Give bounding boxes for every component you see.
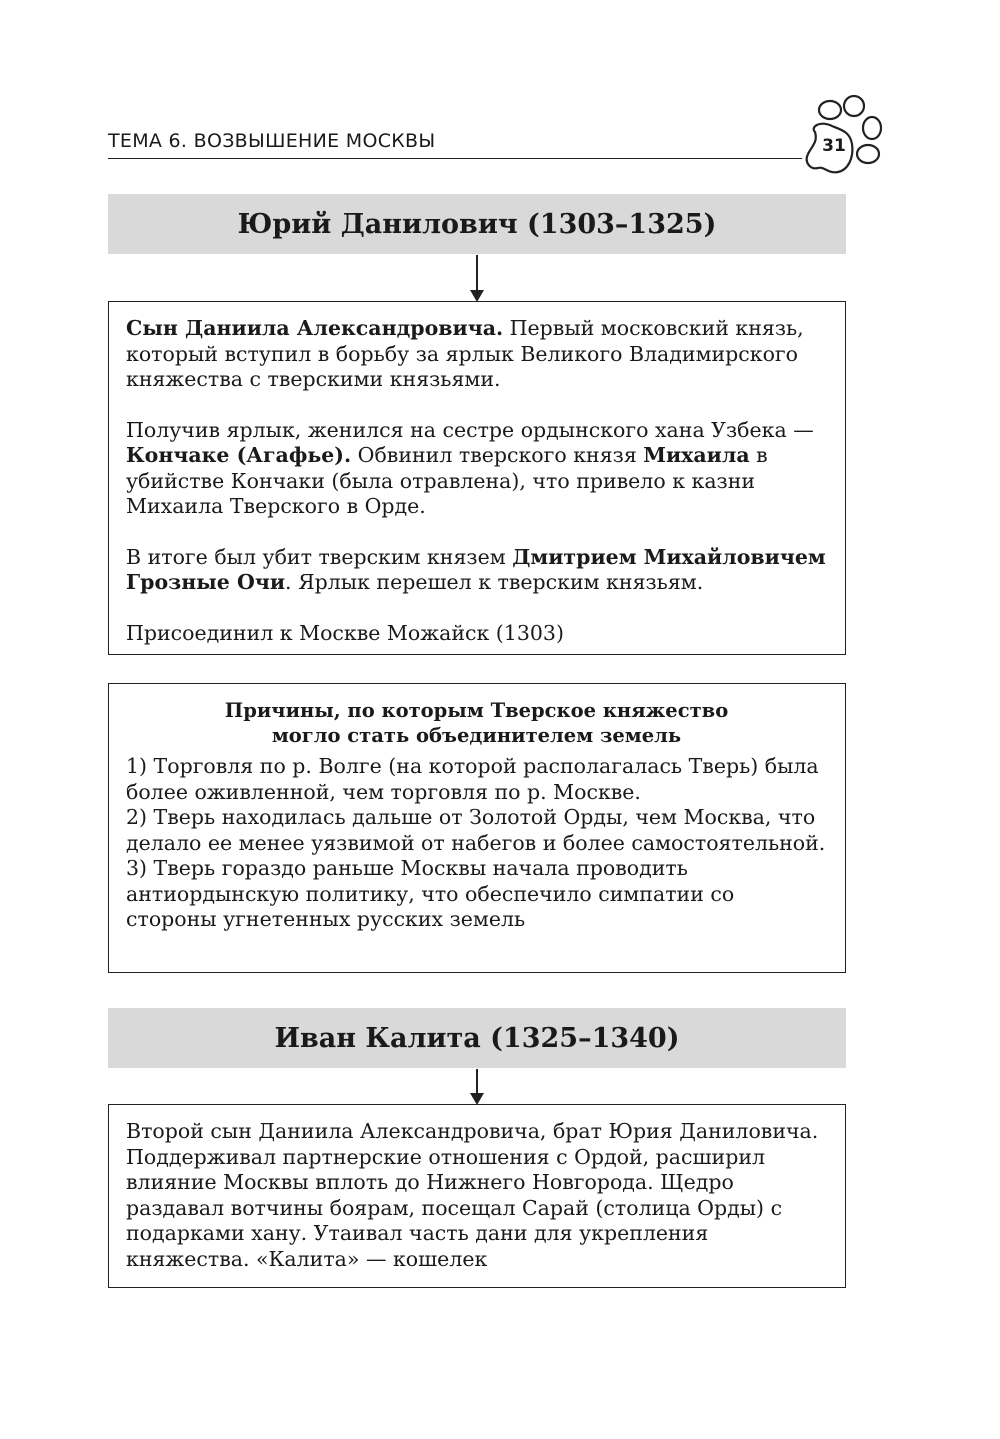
paragraph [126, 545, 827, 596]
yuri-title-banner: Юрий Данилович (1303–1325) [108, 194, 846, 254]
bold-text: Кончаке (Агафье). [126, 443, 352, 467]
running-header: ТЕМА 6. ВОЗВЫШЕНИЕ МОСКВЫ [108, 130, 436, 152]
paragraph [126, 418, 827, 520]
title-line: могло стать объединителем земель [271, 724, 682, 747]
arrow-down-icon [476, 255, 478, 300]
reasons-box [108, 683, 846, 973]
text: Первый московский князь, который вступил в борьбу за ярлык Великого Владимирского княжества с тверскими князьями. [126, 316, 804, 391]
bold-text: Сын Даниила Александровича. [126, 316, 504, 340]
paragraph: Присоединил к Москве Можайск (1303) [126, 620, 564, 645]
paragraph: Второй сын Даниила Александровича, брат Юрия Даниловича. Поддерживал партнерские отношения с Ордой, расширил влияние Москвы вплоть до Нижнего Новгорода. Щедро раздавал вотчины боярам, посещал Сарай (столица Орды) с подарками хану. Утаивал часть дани для укрепления княжества. «Калита» — кошелек [126, 1119, 819, 1271]
ivan-info-box [108, 1104, 846, 1288]
text: . Ярлык перешел к тверским князьям. [285, 570, 704, 594]
reason-item: 3) Тверь гораздо раньше Москвы начала проводить антиордынскую политику, что обеспечило симпатии со стороны угнетенных русских земель [126, 856, 735, 931]
paragraph [126, 316, 827, 393]
text: Обвинил тверского князя [351, 443, 644, 467]
arrow-down-icon [476, 1069, 478, 1103]
reason-item: 2) Тверь находилась дальше от Золотой Орды, чем Москва, что делало ее менее уязвимой от набегов и более самостоятельной. [126, 805, 826, 855]
title-line: Причины, по которым Тверское княжество [224, 699, 729, 722]
yuri-info-box [108, 301, 846, 655]
header-divider [108, 158, 802, 159]
text: Получив ярлык, женился на сестре ордынского хана Узбека — [126, 417, 814, 442]
text: в убийстве Кончаки (была отравлена), что привело к казни Михаила Тверского в Орде. [126, 443, 768, 518]
bold-text: Михаила [643, 443, 750, 467]
text: В итоге был убит тверским князем [126, 544, 513, 569]
bold-text: Дмитрием Михайловичем Грозные Очи [126, 544, 826, 594]
page-number: 31 [822, 136, 846, 156]
reasons-title [126, 698, 827, 748]
ivan-title-banner: Иван Калита (1325–1340) [108, 1008, 846, 1068]
reason-item: 1) Торговля по р. Волге (на которой располагалась Тверь) была более оживленной, чем торговля по р. Москве. [126, 754, 819, 804]
